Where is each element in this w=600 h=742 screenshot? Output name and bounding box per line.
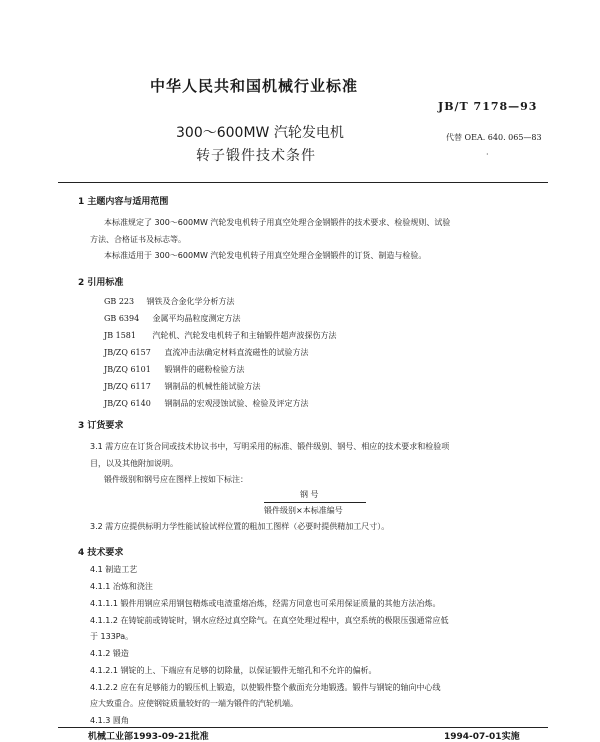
marking-fraction-bar xyxy=(264,502,366,503)
reference-title: 钢制品的宏观浸蚀试验、检验及评定方法 xyxy=(164,399,309,408)
margin-dot: · xyxy=(486,150,489,159)
effective-date-line: 1994-07-01实施 xyxy=(444,732,520,742)
section-4-heading: 4 技术要求 xyxy=(78,548,124,558)
issuing-body-title: 中华人民共和国机械行业标准 xyxy=(150,77,359,95)
reference-title: 锻钢件的磁粉检验方法 xyxy=(164,365,245,374)
header-divider xyxy=(58,182,548,183)
section-2-heading: 2 引用标准 xyxy=(78,278,124,288)
standard-number: JB/T 7178—93 xyxy=(438,100,538,113)
reference-title: 汽轮机、汽轮发电机转子和主轴锻件超声波探伤方法 xyxy=(152,331,337,340)
reference-item xyxy=(104,313,241,324)
reference-title: 钢制品的机械性能试验方法 xyxy=(164,382,261,391)
reference-code: GB 223 xyxy=(104,297,135,306)
clause-4-1-1: 4.1.1 冶炼和浇注 xyxy=(90,582,153,591)
clause-4-1-2: 4.1.2 锻造 xyxy=(90,649,129,658)
reference-item xyxy=(104,330,337,341)
reference-item xyxy=(104,296,235,307)
clause-4-1-3: 4.1.3 圆角 xyxy=(90,716,129,725)
footer-divider xyxy=(58,727,548,728)
reference-code: JB/ZQ 6157 xyxy=(104,348,151,357)
clause-4-1-1-2-line-b: 于 133Pa。 xyxy=(90,632,134,641)
reference-title: 直流冲击法确定材料直流磁性的试验方法 xyxy=(164,348,309,357)
clause-3-1-line-b: 目，以及其他附加说明。 xyxy=(90,459,178,468)
section-1-para-1a: 本标准规定了 300～600MW 汽轮发电机转子用真空处理合金钢锻件的技术要求、检验规则、试验 xyxy=(104,218,451,227)
section-1-para-2: 本标准适用于 300～600MW 汽轮发电机转子用真空处理合金钢锻件的订货、制造与检验。 xyxy=(104,251,427,260)
clause-4-1-2-2-line-a: 4.1.2.2 应在有足够能力的锻压机上锻造，以使锻件整个截面充分地锻透。锻件与钢锭的轴向中心线 xyxy=(90,683,441,692)
reference-code: JB 1581 xyxy=(104,331,136,340)
document-title-line-1: 300～600MW 汽轮发电机 xyxy=(176,125,344,141)
reference-title: 金属平均晶粒度测定方法 xyxy=(152,314,241,323)
reference-item xyxy=(104,398,309,409)
reference-item xyxy=(104,364,245,375)
marking-fraction-numerator: 钢 号 xyxy=(300,490,319,499)
section-3-heading: 3 订货要求 xyxy=(78,421,124,431)
clause-4-1-1-1: 4.1.1.1 锻件用钢应采用钢包精炼或电渣重熔冶炼，经需方同意也可采用保证质量的其他方法冶炼。 xyxy=(90,599,441,608)
approval-line: 机械工业部1993-09-21批准 xyxy=(88,732,209,742)
replaces-note: 代替 OEA. 640. 065—83 xyxy=(446,133,542,142)
marking-fraction-denominator: 锻件级别×本标准编号 xyxy=(264,506,343,515)
reference-code: JB/ZQ 6140 xyxy=(104,399,151,408)
clause-4-1: 4.1 制造工艺 xyxy=(90,565,138,574)
clause-4-1-2-2-line-b: 应大致重合。应使钢锭质量较好的一端为锻件的汽轮机端。 xyxy=(90,699,298,708)
clause-3-2: 3.2 需方应提供标明力学性能试验试样位置的粗加工图样（必要时提供精加工尺寸）。 xyxy=(90,522,390,531)
reference-item xyxy=(104,347,309,358)
reference-code: GB 6394 xyxy=(104,314,140,323)
document-title-line-2: 转子锻件技术条件 xyxy=(196,148,316,164)
clause-3-1-line-c: 锻件级别和钢号应在图样上按如下标注： xyxy=(104,475,248,484)
reference-code: JB/ZQ 6117 xyxy=(104,382,151,391)
reference-item xyxy=(104,381,261,392)
clause-4-1-2-1: 4.1.2.1 钢锭的上、下端应有足够的切除量，以保证锻件无缩孔和不允许的偏析。 xyxy=(90,666,377,675)
clause-3-1-line-a: 3.1 需方应在订货合同或技术协议书中，写明采用的标准、锻件级别、钢号、相应的技术要求和检验项 xyxy=(90,442,450,451)
reference-code: JB/ZQ 6101 xyxy=(104,365,151,374)
reference-title: 钢铁及合金化学分析方法 xyxy=(146,297,235,306)
section-1-heading: 1 主题内容与适用范围 xyxy=(78,197,169,207)
section-1-para-1b: 方法、合格证书及标志等。 xyxy=(90,235,186,244)
clause-4-1-1-2-line-a: 4.1.1.2 在铸锭前或铸锭时，钢水应经过真空除气。在真空处理过程中，真空系统的极限压强通常应低 xyxy=(90,616,449,625)
